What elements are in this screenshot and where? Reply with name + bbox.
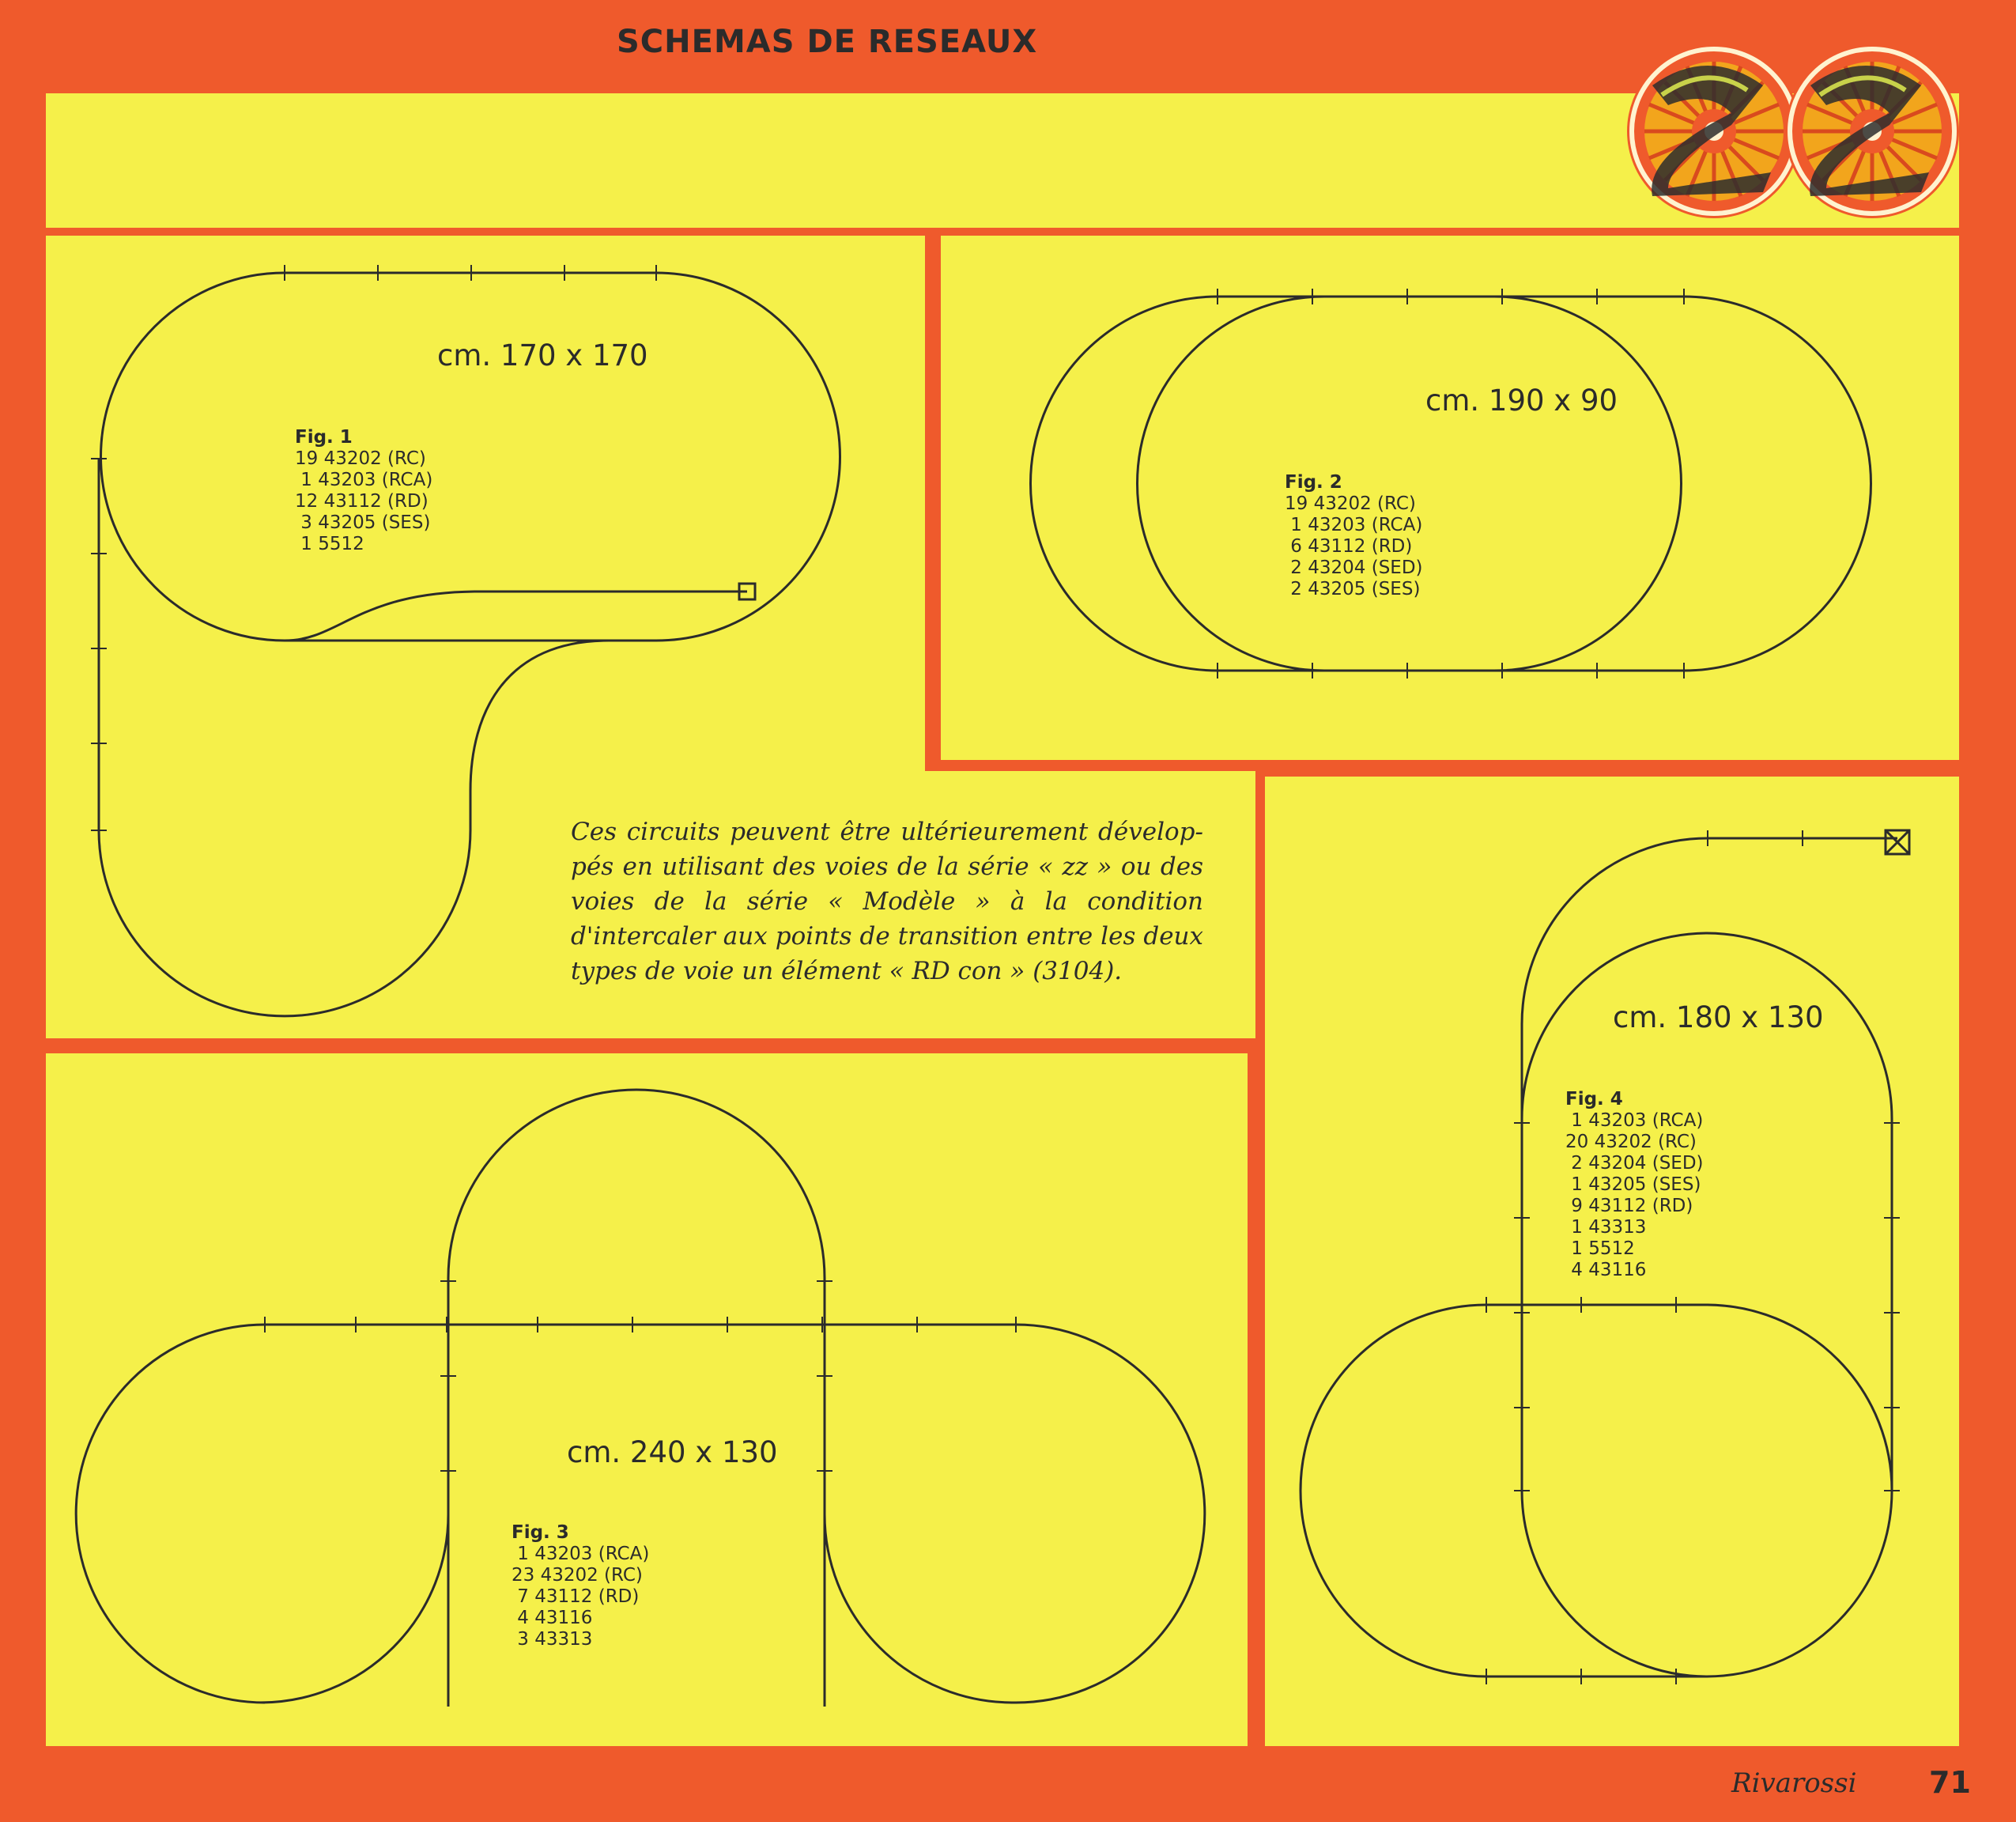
fig4-part: 1 43203 (RCA) bbox=[1565, 1110, 1704, 1131]
fig3-part: 4 43116 bbox=[512, 1608, 593, 1628]
fig2-label: Fig. 2 bbox=[1285, 472, 1342, 493]
fig3-parts-list bbox=[512, 1522, 649, 1650]
fig4-part: 1 43313 bbox=[1565, 1217, 1647, 1238]
fig2-track bbox=[1031, 297, 1871, 671]
fig4-parts-list bbox=[1565, 1089, 1704, 1281]
page-number: 71 bbox=[1929, 1765, 1971, 1800]
rivarossi-logo: Rivarossi bbox=[1731, 1767, 1857, 1799]
fig2-part: 2 43205 (SES) bbox=[1285, 579, 1421, 599]
fig4-part: 1 43205 (SES) bbox=[1565, 1174, 1701, 1195]
fig2-part: 19 43202 (RC) bbox=[1285, 493, 1416, 514]
fig1-part: 12 43112 (RD) bbox=[295, 491, 428, 512]
page-title: SCHEMAS DE RESEAUX bbox=[617, 24, 1038, 60]
fig4-part: 20 43202 (RC) bbox=[1565, 1132, 1697, 1152]
fig4-part: 9 43112 (RD) bbox=[1565, 1196, 1693, 1216]
fig4-part: 4 43116 bbox=[1565, 1260, 1647, 1280]
fig4-label: Fig. 4 bbox=[1565, 1089, 1623, 1109]
fig2-part: 2 43204 (SED) bbox=[1285, 558, 1423, 578]
transition-note: Ces circuits peuvent être ultérieurement dévelop-pés en utilisant des voies de la série « zz » ou des voies de la série « Modèle » à la condition d'intercaler aux points de transition entre les deux types de voie un élément « RD con » (3104). bbox=[571, 818, 1203, 985]
fig1-dimensions: cm. 170 x 170 bbox=[437, 338, 648, 372]
fig1-part: 19 43202 (RC) bbox=[295, 448, 426, 469]
fig3-part: 23 43202 (RC) bbox=[512, 1565, 643, 1586]
fig3-part: 1 43203 (RCA) bbox=[512, 1544, 650, 1564]
fig2-part: 1 43203 (RCA) bbox=[1285, 515, 1423, 535]
fig1-parts-list bbox=[295, 427, 432, 555]
fig1-part: 3 43205 (SES) bbox=[295, 512, 431, 533]
fig4-dimensions: cm. 180 x 130 bbox=[1613, 1000, 1824, 1034]
fig4-part: 2 43204 (SED) bbox=[1565, 1153, 1704, 1174]
fig1-label: Fig. 1 bbox=[295, 427, 353, 448]
fig3-part: 3 43313 bbox=[512, 1629, 593, 1650]
fig4-part: 1 5512 bbox=[1565, 1238, 1635, 1259]
fig2-part: 6 43112 (RD) bbox=[1285, 536, 1413, 557]
fig3-dimensions: cm. 240 x 130 bbox=[567, 1435, 778, 1469]
fig3-part: 7 43112 (RD) bbox=[512, 1586, 640, 1607]
fig2-dimensions: cm. 190 x 90 bbox=[1425, 384, 1618, 418]
fig1-part: 1 5512 bbox=[295, 534, 364, 554]
fig3-label: Fig. 3 bbox=[512, 1522, 569, 1543]
fig2-parts-list bbox=[1285, 472, 1423, 600]
fig1-part: 1 43203 (RCA) bbox=[295, 470, 433, 490]
